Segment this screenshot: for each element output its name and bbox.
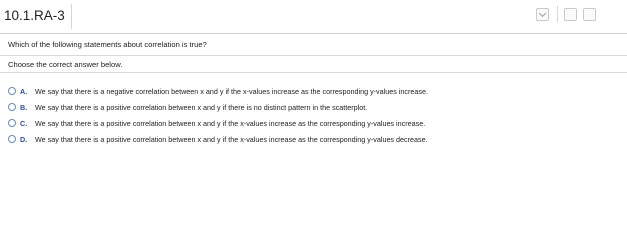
radio-button[interactable]	[8, 87, 16, 95]
header-divider	[557, 6, 558, 22]
chevron-down-icon[interactable]	[536, 8, 549, 21]
radio-button[interactable]	[8, 119, 16, 127]
question-header	[0, 0, 627, 34]
instruction-box	[0, 55, 627, 73]
problem-id: 10.1.RA-3	[0, 4, 72, 29]
radio-button[interactable]	[8, 135, 16, 143]
option-a[interactable]	[8, 83, 428, 99]
blank-button-icon[interactable]	[564, 8, 577, 21]
question-text: Which of the following statements about correlation is true?	[8, 40, 207, 49]
option-letter: D.	[20, 134, 28, 144]
option-letter: A.	[20, 86, 28, 96]
header-controls	[536, 6, 602, 22]
header-divider-line	[0, 33, 627, 34]
option-text[interactable]: We say that there is a positive correlation between x and y if the x-values increase as the corresponding y-values increase.	[35, 118, 426, 128]
option-d[interactable]	[8, 131, 428, 147]
radio-button[interactable]	[8, 103, 16, 111]
option-text[interactable]: We say that there is a positive correlation between x and y if the x-values increase as the corresponding y-values decrease.	[35, 134, 428, 144]
blank-button-icon[interactable]	[583, 8, 596, 21]
option-c[interactable]	[8, 115, 428, 131]
instruction-text: Choose the correct answer below.	[8, 60, 123, 69]
option-text[interactable]: We say that there is a negative correlation between x and y if the x-values increase as the corresponding y-values increase.	[35, 86, 428, 96]
option-b[interactable]	[8, 99, 428, 115]
option-text[interactable]: We say that there is a positive correlation between x and y if there is no distinct pattern in the scatterplot.	[35, 102, 368, 112]
option-letter: B.	[20, 102, 28, 112]
option-letter: C.	[20, 118, 28, 128]
answer-options	[8, 83, 428, 147]
